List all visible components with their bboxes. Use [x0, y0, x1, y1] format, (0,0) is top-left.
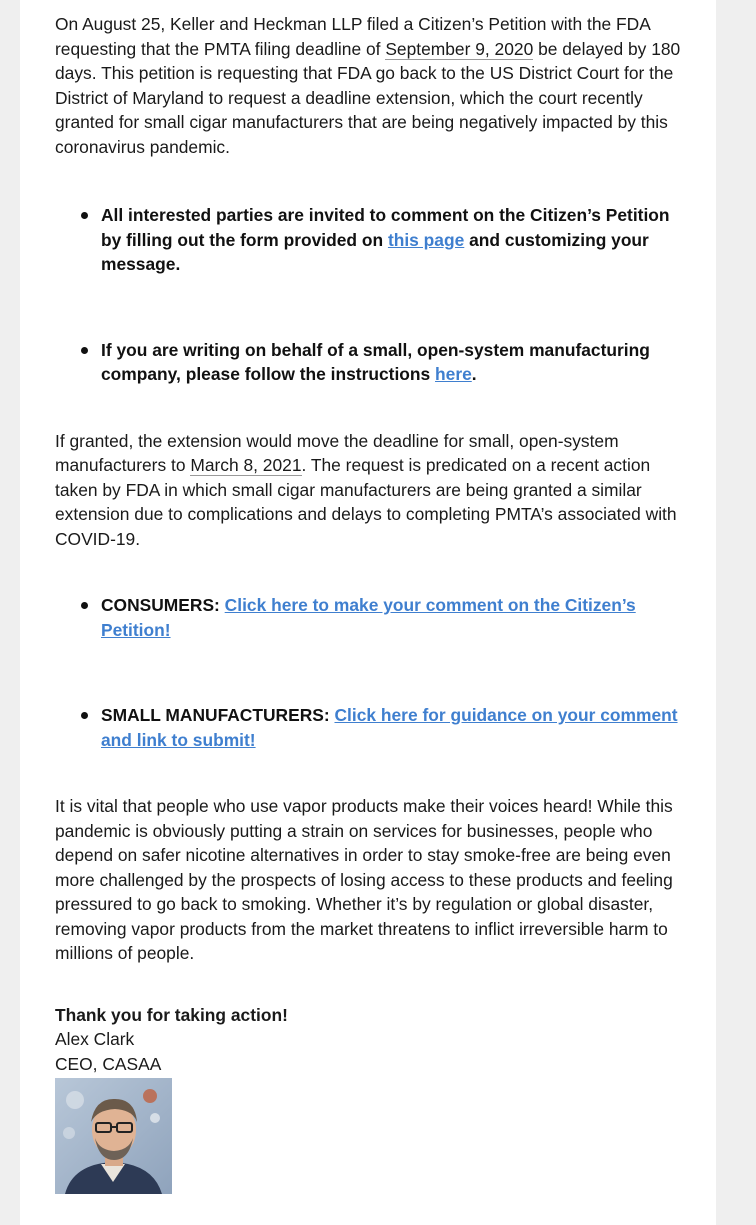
extension-text: If granted, the extension would move the deadline for small, open-system manufacturers to [55, 430, 619, 475]
cta-list [55, 593, 685, 752]
manufacturers-bullet [55, 703, 685, 752]
signer-photo [55, 1078, 172, 1194]
signer-name: Alex Clark [55, 1029, 135, 1049]
this-page-link[interactable]: this page [387, 229, 465, 250]
consumers-comment-link[interactable]: Click here to make your comment on the Citizen’s Petition! [101, 595, 636, 640]
extension-text-end: . The request is predicated on a recent action taken by FDA in which small cigar manufacturers are being granted a similar extension due to complications and delays to completing PMTA’s associated with COVID-19. [55, 455, 677, 549]
manufacturers-guidance-link[interactable]: Click here for guidance on your comment and link to submit! [101, 705, 678, 750]
closing-paragraph: It is vital that people who use vapor products make their voices heard! While this pandemic is obviously putting a strain on services for businesses, people who depend on safer nicotine alternatives in order to stay smoke-free are being even more challenged by the prospects of losing access to these products and feeling pressured to go back to smoking. Whether it’s by regulation or global disaster, removing vapor products from the market threatens to inflict irreversible harm to millions of people. [55, 796, 673, 963]
extension-paragraph [55, 429, 685, 552]
intro-paragraph [55, 12, 685, 159]
bullet-dot [81, 347, 88, 354]
signer-title: CEO, CASAA [55, 1053, 162, 1074]
bullet-text: If you are writing on behalf of a small, open-system manufacturing company, please follow the instructions [101, 339, 650, 384]
here-link[interactable]: here [435, 364, 472, 384]
bullet-dot [81, 212, 88, 219]
email-content [55, 12, 685, 1194]
thanks-line: Thank you for taking action! [55, 1004, 288, 1025]
bullet-text-end: . [471, 364, 477, 384]
bullet-dot [81, 712, 88, 719]
manufacturers-label: SMALL MANUFACTURERS: [101, 705, 335, 725]
consumers-label: CONSUMERS: [101, 595, 225, 615]
action-list [55, 203, 685, 387]
signature-block [55, 1003, 685, 1195]
intro-text: On August 25, Keller and Heckman LLP filed a Citizen’s Petition with the FDA requesting that the PMTA filing deadline of [55, 14, 650, 59]
comment-bullet [55, 203, 685, 277]
extended-deadline-date: March 8, 2021 [190, 455, 302, 475]
bullet-text-end: and customizing your message. [101, 229, 649, 274]
email-card [20, 0, 716, 1225]
deadline-date: September 9, 2020 [385, 38, 534, 59]
portrait-image [55, 1078, 172, 1194]
manufacturer-bullet [55, 338, 685, 387]
intro-text-end: be delayed by 180 days. This petition is requesting that FDA go back to the US District Court for the District of Maryland to request a deadline extension, which the court recently granted for small cigar manufacturers that are being negatively impacted by this coronavirus pandemic. [55, 38, 681, 157]
consumers-bullet [55, 593, 685, 642]
bullet-dot [81, 602, 88, 609]
bullet-text: All interested parties are invited to comment on the Citizen’s Petition by filling out the form provided on [101, 205, 670, 250]
